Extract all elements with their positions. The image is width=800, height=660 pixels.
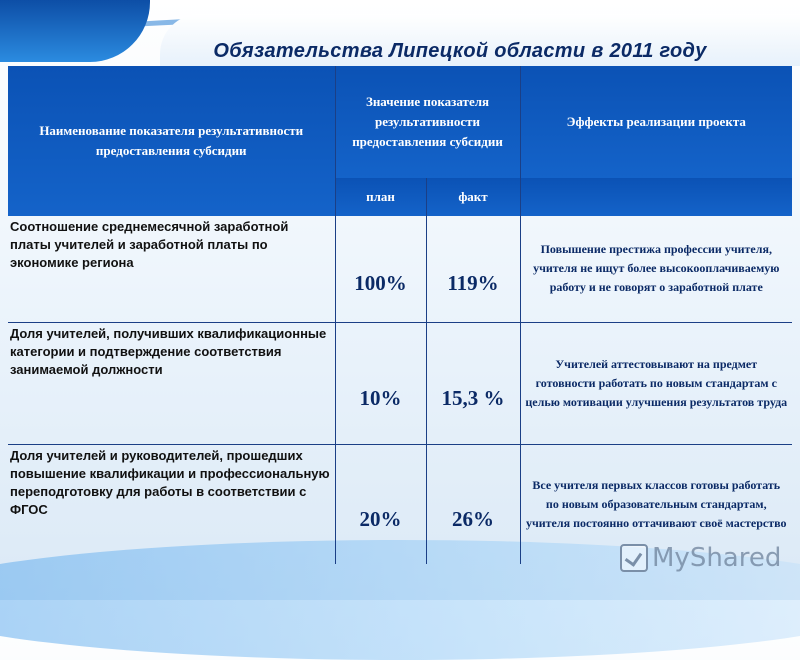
header-fact: факт: [426, 178, 520, 216]
watermark-logo-icon: [620, 544, 648, 572]
row-fact-value: 15,3 %: [426, 322, 520, 444]
row-effect: Повышение престижа профессии учителя, учителя не ищут более высокооплачиваемую работу и не говорят о заработной плате: [520, 216, 792, 322]
row-indicator-name: Доля учителей и руководителей, прошедших повышение квалификации и профессиональную переподготовку для работы в соответствии с ФГОС: [8, 444, 335, 564]
row-fact-value: 119%: [426, 216, 520, 322]
row-indicator-name: Соотношение среднемесячной заработной платы учителей и заработной платы по экономике региона: [8, 216, 335, 322]
row-plan-value: 100%: [335, 216, 426, 322]
header-effects: Эффекты реализации проекта: [520, 66, 792, 178]
header-indicator-value: Значение показателя результативности предоставления субсидии: [335, 66, 520, 178]
indicators-table: [8, 66, 792, 564]
row-effect: Учителей аттестовывают на предмет готовности работать по новым стандартам с целью мотивации улучшения результатов труда: [520, 322, 792, 444]
watermark-text: MyShared: [652, 543, 782, 573]
row-plan-value: 20%: [335, 444, 426, 564]
page-title: Обязательства Липецкой области в 2011 году: [213, 40, 707, 62]
table-row: [8, 216, 792, 322]
row-fact-value: 26%: [426, 444, 520, 564]
row-effect: Все учителя первых классов готовы работать по новым образовательным стандартам, учителя постоянно оттачивают своё мастерство: [525, 477, 787, 530]
table-row: [8, 322, 792, 444]
header-effects-sub: [520, 178, 792, 216]
watermark: [620, 540, 781, 576]
row-indicator-name: Доля учителей, получивших квалификационные категории и подтверждение соответствия занимаемой должности: [8, 322, 335, 444]
header-plan: план: [335, 178, 426, 216]
header-indicator-name: Наименование показателя результативности предоставления субсидии: [8, 66, 335, 216]
row-plan-value: 10%: [335, 322, 426, 444]
